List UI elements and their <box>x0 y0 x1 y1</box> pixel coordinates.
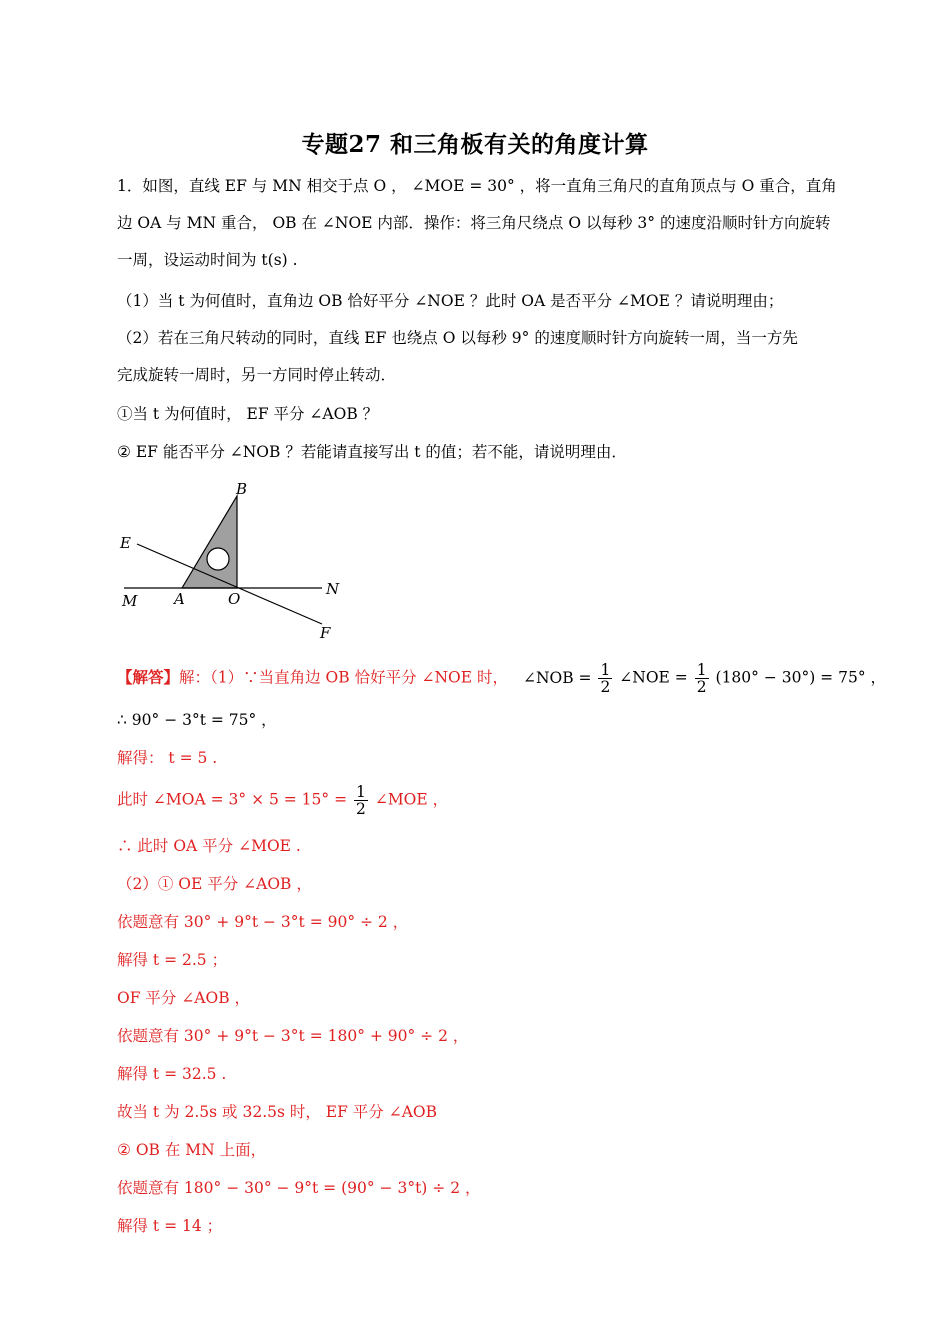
label-n: N <box>326 580 340 598</box>
label-m: M <box>122 592 138 610</box>
formula-nob: ∠NOB = <box>522 668 592 687</box>
answer-line-10: 依题意有 30° + 9°t − 3°t = 180° + 90° ÷ 2 ， <box>117 1027 469 1045</box>
question-part-2-line-1: （2）若在三角尺转动的同时，直线 EF 也绕点 O 以每秒 9° 的速度顺时针方向旋转一周，当一方先 <box>117 329 798 347</box>
question-sub-2: ② EF 能否平分 ∠NOB ？若能请直接写出 t 的值；若不能，请说明理由． <box>117 443 627 461</box>
answer-line-4-b: ∠MOE ， <box>374 790 449 809</box>
answer-line-4 <box>117 784 448 817</box>
fraction-denominator-3: 2 <box>356 800 366 818</box>
answer-line-11: 解得 t = 32.5 . <box>117 1065 227 1083</box>
answer-line-1 <box>117 662 886 695</box>
page-title: 专题27 和三角板有关的角度计算 <box>301 131 649 158</box>
answer-line-12: 故当 t 为 2.5s 或 32.5s 时， EF 平分 ∠AOB <box>117 1103 437 1121</box>
geometry-figure <box>112 476 352 646</box>
answer-tag: 【解答】 <box>117 667 180 687</box>
label-a: A <box>174 590 185 608</box>
answer-intro: 解：（1）∵当直角边 OB 恰好平分 ∠NOE 时， <box>179 668 509 687</box>
fraction-denominator: 2 <box>600 678 611 696</box>
fraction-half <box>598 662 612 695</box>
answer-line-13: ② OB 在 MN 上面， <box>117 1141 267 1159</box>
answer-line-5: ∴ 此时 OA 平分 ∠MOE . <box>117 837 301 855</box>
answer-line-7: 依题意有 30° + 9°t − 3°t = 90° ÷ 2 ， <box>117 913 409 931</box>
formula-noe: ∠NOE = <box>619 668 688 687</box>
fraction-half-3 <box>354 784 368 817</box>
answer-line-4-a: 此时 ∠MOA = 3° × 5 = 15° = <box>117 790 348 809</box>
answer-line-15: 解得 t = 14 ； <box>117 1217 223 1235</box>
question-line-3: 一周，设运动时间为 t(s) . <box>117 251 298 269</box>
fraction-half-2 <box>695 662 709 695</box>
fraction-numerator-3: 1 <box>356 783 366 801</box>
question-line-2: 边 OA 与 MN 重合， OB 在 ∠NOE 内部．操作：将三角尺绕点 O 以每秒 3° 的速度沿顺时针方向旋转 <box>117 214 831 232</box>
fraction-denominator-2: 2 <box>696 678 707 696</box>
question-line-1: 1．如图，直线 EF 与 MN 相交于点 O ， ∠MOE = 30° ，将一直角三角尺的直角顶点与 O 重合，直角 <box>117 177 837 195</box>
label-b: B <box>236 480 248 498</box>
label-f: F <box>320 624 331 642</box>
question-part-1: （1）当 t 为何值时，直角边 OB 恰好平分 ∠NOE ？此时 OA 是否平分 ∠MOE ？请说明理由； <box>117 292 784 310</box>
triangle-hole <box>207 548 229 570</box>
answer-line-8: 解得 t = 2.5 ； <box>117 951 228 969</box>
answer-line-14: 依题意有 180° − 30° − 9°t = (90° − 3°t) ÷ 2 ， <box>117 1179 481 1197</box>
fraction-numerator: 1 <box>600 661 611 679</box>
question-part-2-line-2: 完成旋转一周时，另一方同时停止转动． <box>117 366 397 384</box>
question-sub-1: ①当 t 为何值时， EF 平分 ∠AOB ？ <box>117 405 379 423</box>
answer-line-6: （2）① OE 平分 ∠AOB ， <box>117 875 312 893</box>
label-o: O <box>228 590 241 608</box>
triangle-ruler <box>182 496 237 588</box>
formula-result: (180° − 30°) = 75° ， <box>715 668 887 687</box>
answer-line-3: 解得： t = 5 . <box>117 749 218 767</box>
answer-line-2: ∴ 90° − 3°t = 75° ， <box>117 711 277 729</box>
answer-line-9: OF 平分 ∠AOB ， <box>117 989 251 1007</box>
label-e: E <box>120 534 131 552</box>
fraction-numerator-2: 1 <box>696 661 707 679</box>
